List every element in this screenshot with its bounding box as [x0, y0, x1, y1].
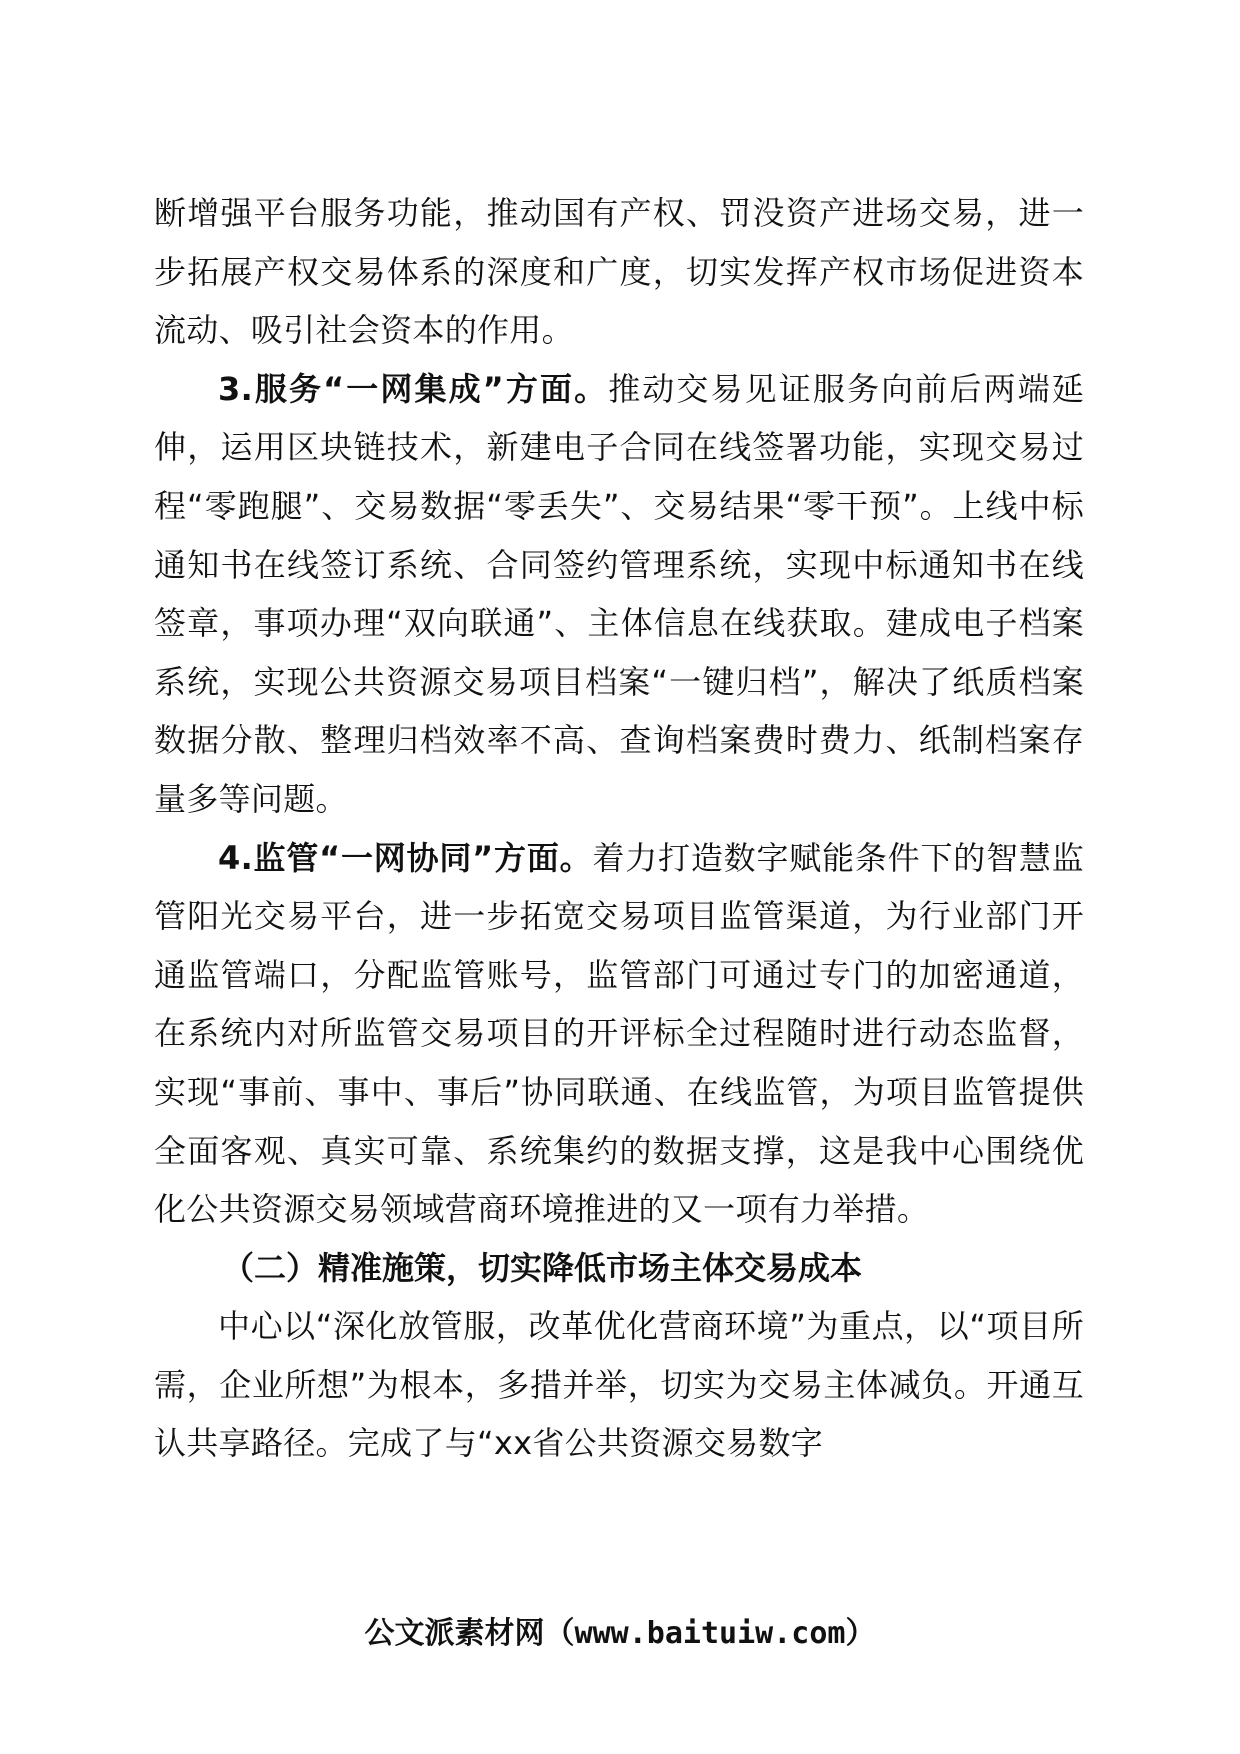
paragraph-text: 着力打造数字赋能条件下的智慧监管阳光交易平台，进一步拓宽交易项目监管渠道，为行业部门开通监管端口，分配监管账号，监管部门可通过专门的加密通道，在系统内对所监管交易项目的开评标全过程随时进行动态监督，实现“事前、事中、事后”协同联通、在线监管，为项目监管提供全面客观、真实可靠、系统集约的数据支撑，这是我中心围绕优化公共资源交易领域营商环境推进的又一项有力举措。 [154, 838, 1084, 1229]
footer-close: ） [845, 1616, 876, 1651]
paragraph-text: 推动交易见证服务向前后两端延伸，运用区块链技术，新建电子合同在线签署功能，实现交易过程“零跑腿”、交易数据“零丢失”、交易结果“零干预”。上线中标通知书在线签订系统、合同签约管理系统，实现中标通知书在线签章，事项办理“双向联通”、主体信息在线获取。建成电子档案系统，实现公共资源交易项目档案“一键归档”，解决了纸质档案数据分散、整理归档效率不高、查询档案费时费力、纸制档案存量多等问题。 [154, 369, 1084, 818]
footer-watermark [0, 1614, 1240, 1654]
footer-site-name: 公文派素材网（ [364, 1616, 575, 1651]
paragraph-lead: 3.服务“一网集成”方面。 [218, 369, 609, 408]
paragraph-supervision-collaboration [154, 829, 1084, 1239]
paragraph-text: 断增强平台服务功能，推动国有产权、罚没资产进场交易，进一步拓展产权交易体系的深度和广度，切实发挥产权市场促进资本流动、吸引社会资本的作用。 [154, 194, 1084, 350]
paragraph-text: 中心以“深化放管服，改革优化营商环境”为重点，以“项目所需，企业所想”为根本，多措并举，切实为交易主体减负。开通互认共享路径。完成了与“xx省公共资源交易数字 [154, 1307, 1084, 1463]
document-body [154, 184, 1084, 1473]
paragraph-continuation [154, 184, 1084, 360]
section-heading: （二）精准施策，切实降低市场主体交易成本 [222, 1248, 863, 1287]
footer-url: www.baituiw.com [574, 1616, 846, 1651]
paragraph-service-integration [154, 360, 1084, 829]
paragraph-lead: 4.监管“一网协同”方面。 [218, 838, 593, 877]
paragraph-cost-reduction [154, 1297, 1084, 1473]
